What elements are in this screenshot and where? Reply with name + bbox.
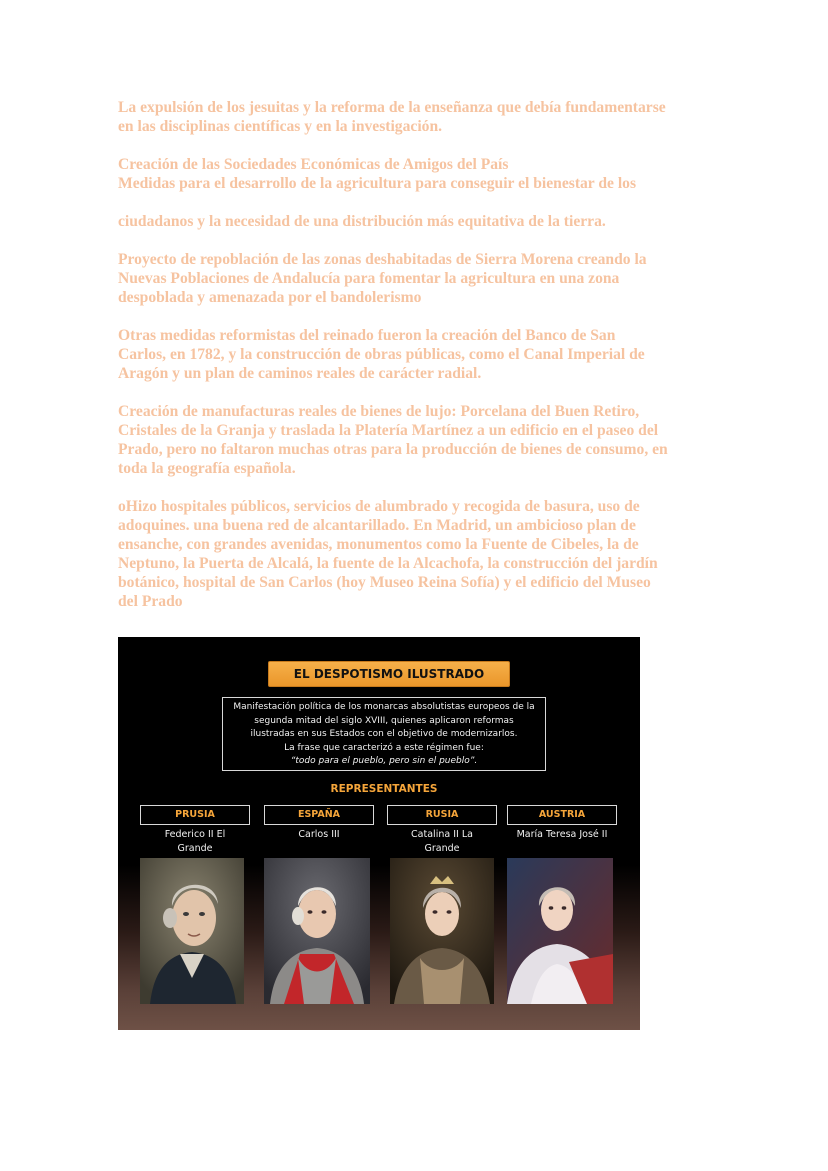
- paragraph-repoblacion: Proyecto de repoblación de las zonas deshabitadas de Sierra Morena creando la Nuevas Poblaciones de Andalucía para fomentar la agricultura en una zona despoblada y amenazada por el bandolerismo: [118, 251, 647, 306]
- definition-line: La frase que caracterizó a este régimen fue:: [284, 742, 484, 753]
- portrait-catalina: [390, 858, 494, 1004]
- portrait-federico: [140, 858, 244, 1004]
- ruler-name: María Teresa José II: [516, 829, 608, 840]
- paragraph-manufacturas: Creación de manufacturas reales de bienes de lujo: Porcelana del Buen Retiro, Cristales de la Granja y traslada la Platería Martínez a un edificio en el paseo del Prado, pero no faltaron muchas otras para la producción de bienes de consumo, en toda la geografía española.: [118, 403, 668, 477]
- paragraph-jesuitas: La expulsión de los jesuitas y la reforma de la enseñanza que debía fundamentarse en las disciplinas científicas y en la investigación.: [118, 99, 666, 135]
- definition-line: Manifestación política de los monarcas absolutistas europeos de la: [233, 702, 535, 712]
- representative-prusia: [140, 805, 250, 856]
- representative-espana: [264, 805, 374, 842]
- definition-box: [222, 697, 546, 771]
- representative-austria: [507, 805, 617, 842]
- country-label: ESPAÑA: [264, 805, 374, 825]
- ruler-name: Carlos III: [298, 829, 340, 840]
- paragraph-ciudadanos: ciudadanos y la necesidad de una distribución más equitativa de la tierra.: [118, 213, 606, 230]
- document-text: [118, 98, 718, 630]
- country-label: PRUSIA: [140, 805, 250, 825]
- country-label: AUSTRIA: [507, 805, 617, 825]
- portrait-carlos: [264, 858, 370, 1004]
- definition-line: segunda mitad del siglo XVIII, quienes aplicaron reformas: [254, 715, 514, 726]
- country-label: RUSIA: [387, 805, 497, 825]
- ruler-name: Federico II El Grande: [164, 829, 226, 854]
- definition-line: ilustradas en sus Estados con el objetivo de modernizarlos.: [250, 729, 518, 739]
- paragraph-hospitales: oHizo hospitales públicos, servicios de alumbrado y recogida de basura, uso de adoquines. una buena red de alcantarillado. En Madrid, un ambicioso plan de ensanche, con grandes avenidas, monumentos como la Fuente de Cibeles, la de Neptuno, la Puerta de Alcalá, la fuente de la Alcachofa, la construcción del jardín botánico, hospital de San Carlos (hoy Museo Reina Sofía) y el edificio del Museo del Prado: [118, 498, 658, 610]
- paragraph-sociedades: Creación de las Sociedades Económicas de Amigos del País Medidas para el desarrollo de la agricultura para conseguir el bienestar de los: [118, 156, 637, 192]
- definition-quote: “todo para el pueblo, pero sin el pueblo”.: [290, 756, 478, 766]
- representatives-heading: REPRESENTANTES: [330, 783, 438, 795]
- despotismo-slide: [118, 637, 640, 1030]
- paragraph-reformas: Otras medidas reformistas del reinado fueron la creación del Banco de San Carlos, en 1782, y la construcción de obras públicas, como el Canal Imperial de Aragón y un plan de caminos reales de carácter radial.: [118, 327, 645, 382]
- ruler-name: Catalina II La Grande: [411, 829, 473, 854]
- slide-title: EL DESPOTISMO ILUSTRADO: [268, 661, 510, 687]
- representative-rusia: [387, 805, 497, 856]
- portrait-maria-teresa: [507, 858, 613, 1004]
